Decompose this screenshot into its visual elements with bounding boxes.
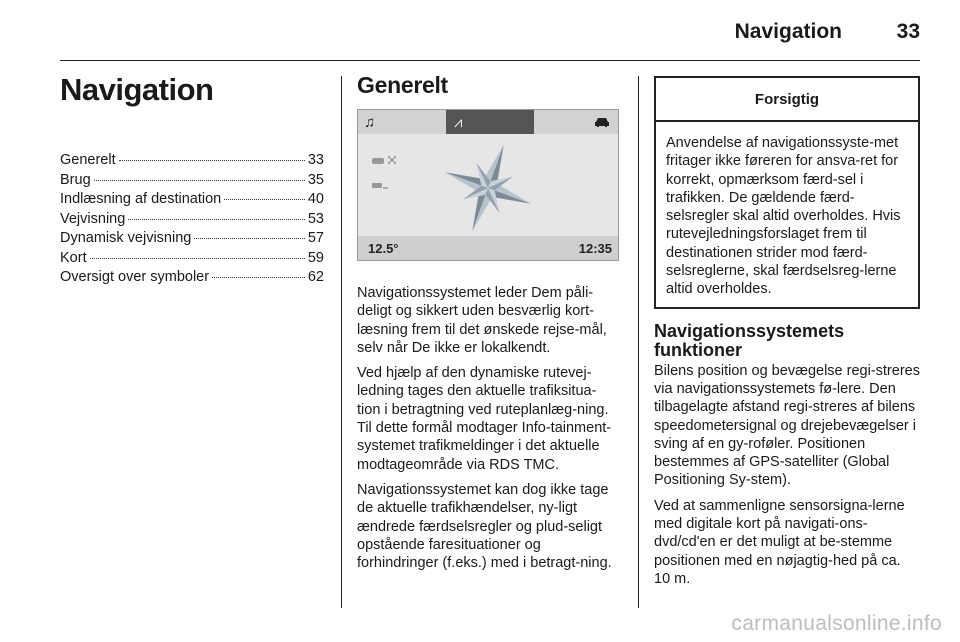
music-note-icon: ♫ xyxy=(364,113,376,131)
toc-label: Kort xyxy=(60,249,87,266)
column-divider-1 xyxy=(341,76,342,608)
toc-leader xyxy=(128,219,305,220)
screen-status-bar xyxy=(358,236,618,260)
toc-entry[interactable] xyxy=(60,151,324,171)
page-number: 33 xyxy=(896,20,920,43)
compass-rose-icon xyxy=(440,140,536,236)
header-rule xyxy=(60,60,920,61)
caution-title: Forsigtig xyxy=(656,78,918,122)
route-icon xyxy=(370,180,398,192)
toc-label: Vejvisning xyxy=(60,210,126,227)
navigation-road-icon: ⩘ xyxy=(454,113,463,131)
watermark: carmanualsonline.info xyxy=(731,612,942,635)
toc-entry[interactable] xyxy=(60,190,324,210)
toc-page: 40 xyxy=(307,191,324,207)
toc-page: 57 xyxy=(307,230,324,246)
toc-label: Generelt xyxy=(60,152,116,168)
temperature-readout: 12.5° xyxy=(368,241,399,256)
tab-navigation xyxy=(446,110,534,134)
paragraph: Navigationssystemet kan dog ikke tage de aktuelle trafikhændelser, ny-ligt ændrede færdselsregler og plud-seligt opstående faresituationer og forhindringer (f.eks.) med i betragt-ning. xyxy=(357,481,612,572)
car-icon xyxy=(594,116,610,128)
column-divider-2 xyxy=(638,76,639,608)
running-title: Navigation xyxy=(734,20,842,43)
clock-readout: 12:35 xyxy=(578,241,612,256)
toc-page: 62 xyxy=(307,269,324,285)
column-general xyxy=(357,72,619,572)
paragraph: Ved hjælp af den dynamiske rutevej-ledning tages den aktuelle trafiksitua-tion i betragtning ved ruteplanlæg-ning. Til dette formål modtager Info-tainment-systemet trafikmeldinger i det aktuelle modtageområde via RDS TMC. xyxy=(357,365,612,473)
paragraph: Ved at sammenligne sensorsigna-lerne med digitale kort på navigati-ons-dvd/cd'en er det muligt at be-stemme positionen med en nøjagtig-hed på ca. 10 m. xyxy=(654,497,905,587)
toc-entry[interactable] xyxy=(60,268,324,288)
toc-entry[interactable] xyxy=(60,171,324,191)
toc-page: 59 xyxy=(307,249,324,266)
toc-page: 33 xyxy=(307,152,324,168)
subsection-title: Navigationssystemets funktioner xyxy=(654,320,845,360)
page-header xyxy=(60,18,920,60)
section-title: Generelt xyxy=(357,72,448,98)
toc-leader xyxy=(212,277,305,278)
toc-label: Dynamisk vejvisning xyxy=(60,230,192,246)
caution-box xyxy=(654,76,920,309)
tab-vehicle xyxy=(532,110,618,134)
toc-label: Brug xyxy=(60,171,91,188)
paragraph: Navigationssystemet leder Dem påli-deligt og sikkert uden besværlig kort-læsning frem til det ønskede rejse-mål, selv når De ikke er lokalkendt. xyxy=(357,285,607,356)
toc-entry[interactable] xyxy=(60,249,324,269)
toc-leader xyxy=(119,160,305,161)
chapter-title: Navigation xyxy=(60,72,214,107)
toc-leader xyxy=(90,258,305,259)
toc-page: 35 xyxy=(307,171,324,188)
caution-text: Anvendelse af navigationssyste-met fritager ikke føreren for ansva-ret for korrekt, opmærksom færd-sel i trafikken. De gældende færd-selsregler skal altid overholdes. Hvis rutevejledningsforslaget frem til destinationen strider mod færd-selsreglerne, skal færdselsreg-lerne altid overholdes. xyxy=(666,135,901,298)
toc-leader xyxy=(224,199,305,200)
toc-entry[interactable] xyxy=(60,210,324,230)
table-of-contents xyxy=(60,151,324,288)
traffic-off-icon xyxy=(370,154,398,166)
toc-leader xyxy=(194,238,305,239)
tab-audio xyxy=(358,110,446,134)
toc-page: 53 xyxy=(307,210,324,227)
toc-entry[interactable] xyxy=(60,229,324,249)
toc-label: Indlæsning af destination xyxy=(60,191,222,207)
paragraph: Bilens position og bevægelse regi-streres via navigationssystemets fø-lere. Den tilbagelagte afstand regi-streres af bilens speedometersignal og drejebevægelser i sving af en gy-roføler. Positionen bestemmes af GPS-satelliter (Global Positioning Sy-stem). xyxy=(654,362,920,489)
toc-label: Oversigt over symboler xyxy=(60,269,210,285)
infotainment-screen-image xyxy=(357,109,619,261)
screen-tab-bar xyxy=(358,110,618,134)
screen-side-icons xyxy=(370,150,398,202)
column-functions xyxy=(654,76,920,588)
toc-leader xyxy=(94,180,305,181)
